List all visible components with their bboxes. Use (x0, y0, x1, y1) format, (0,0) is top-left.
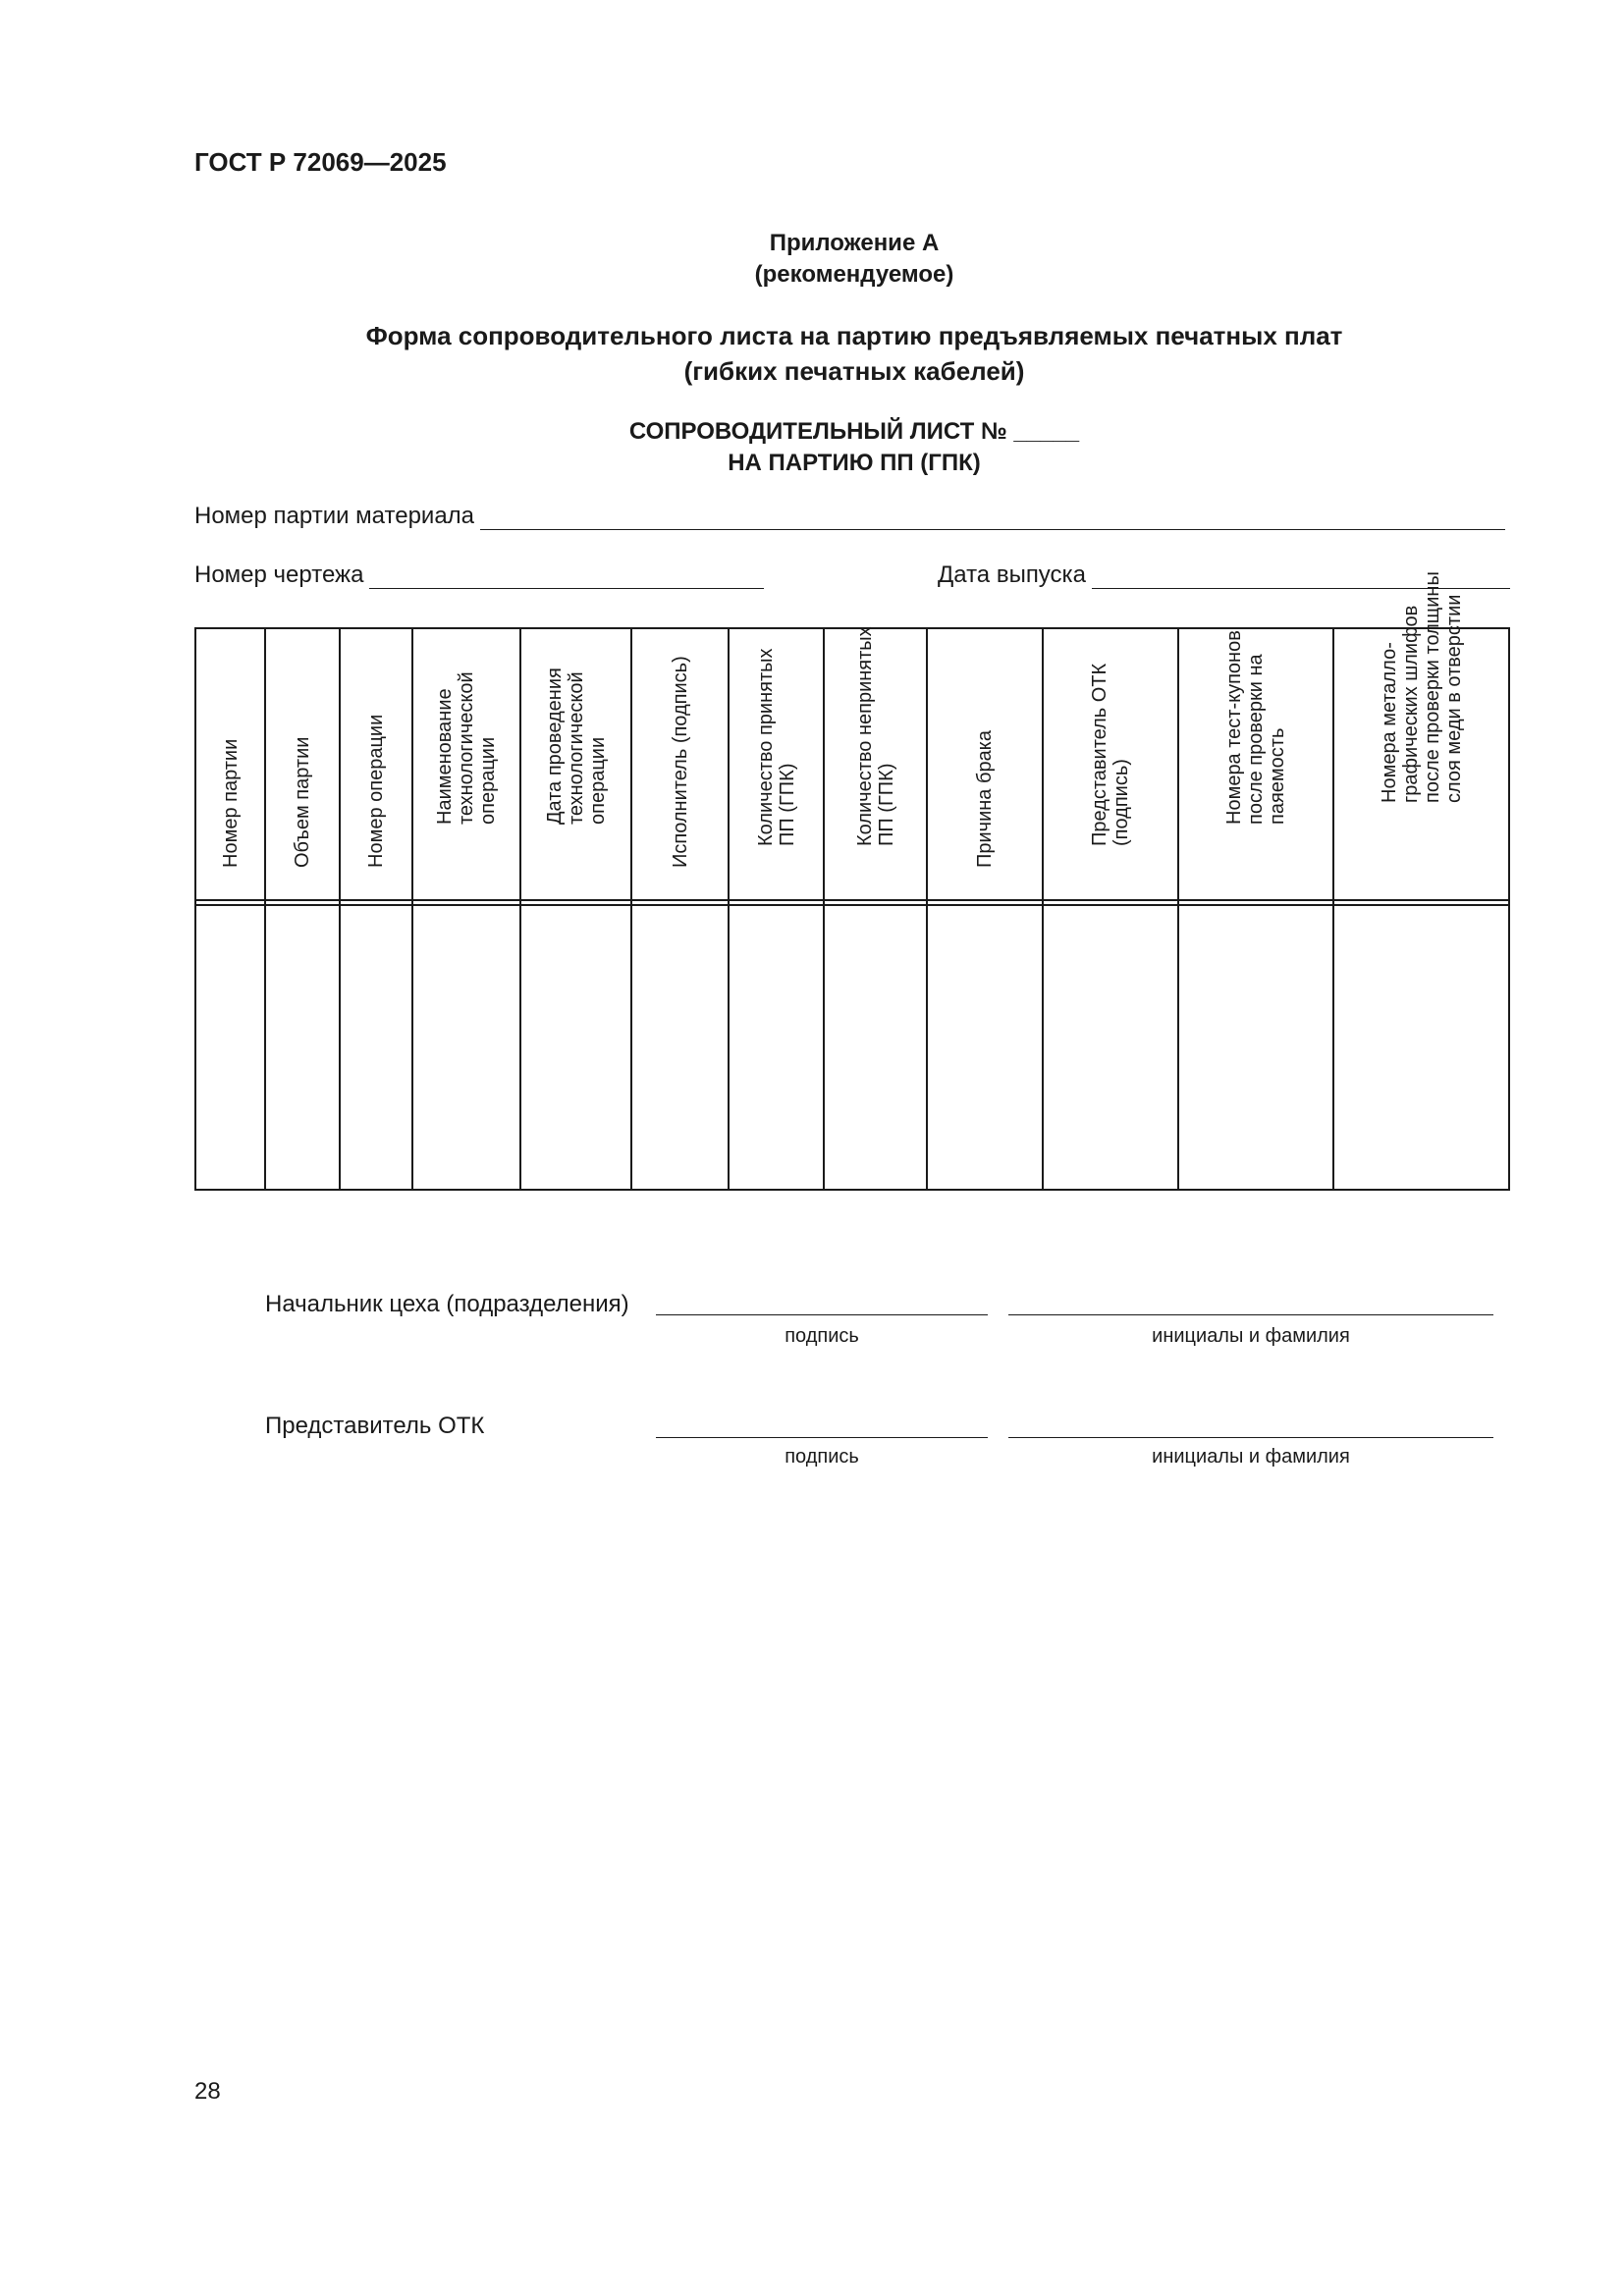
column-header: Исполнитель (подпись) (631, 628, 729, 900)
drawing-number-field (194, 561, 764, 589)
column-header: Количество непринятых ПП (ГПК) (824, 628, 927, 900)
drawing-number-label: Номер чертежа (194, 561, 364, 588)
sheet-title-line1: СОПРОВОДИТЕЛЬНЫЙ ЛИСТ № _____ (628, 418, 1080, 445)
workshop-head-label: Начальник цеха (подразделения) (265, 1291, 629, 1317)
column-header: Представитель ОТК (подпись) (1043, 628, 1178, 900)
column-header: Наименование технологической операции (412, 628, 520, 900)
signature-caption: подпись (785, 1325, 859, 1347)
table-cell[interactable] (1043, 905, 1178, 1190)
signature-caption: подпись (785, 1446, 859, 1468)
otk-name-line[interactable] (1008, 1437, 1493, 1438)
table-cell[interactable] (412, 905, 520, 1190)
column-header: Количество принятых ПП (ГПК) (729, 628, 824, 900)
table-cell[interactable] (1178, 905, 1333, 1190)
document-code: ГОСТ Р 72069—2025 (194, 147, 447, 177)
name-caption: инициалы и фамилия (1152, 1446, 1350, 1468)
workshop-head-signature-line[interactable] (656, 1314, 988, 1315)
table-cell[interactable] (1333, 905, 1509, 1190)
release-date-label: Дата выпуска (938, 561, 1086, 588)
form-title (0, 318, 1624, 389)
form-title-line1: Форма сопроводительного листа на партию предъявляемых печатных плат (365, 321, 1343, 350)
table-header-row (195, 628, 1509, 900)
column-header: Номера металло-графических шлифов после проверки толщины слоя меди в отверстии (1333, 628, 1509, 900)
form-title-line2: (гибких печатных кабелей) (683, 356, 1025, 386)
table-cell[interactable] (927, 905, 1043, 1190)
column-header: Номер операции (340, 628, 412, 900)
column-header: Дата проведения технологической операции (520, 628, 631, 900)
annex-status: (рекомендуемое) (754, 261, 954, 288)
table-cell[interactable] (265, 905, 340, 1190)
table-row (195, 905, 1509, 1190)
column-header: Объем партии (265, 628, 340, 900)
sheet-title (0, 416, 1624, 479)
table-cell[interactable] (631, 905, 729, 1190)
column-header: Причина брака (927, 628, 1043, 900)
material-batch-field (194, 503, 1505, 530)
annex-heading (0, 228, 1624, 291)
table-cell[interactable] (520, 905, 631, 1190)
material-batch-label: Номер партии материала (194, 503, 475, 529)
material-batch-blank[interactable] (480, 507, 1505, 530)
name-caption: инициалы и фамилия (1152, 1325, 1350, 1347)
table-cell[interactable] (340, 905, 412, 1190)
column-header: Номера тест-купонов после проверки на паяемость (1178, 628, 1333, 900)
column-header: Номер партии (195, 628, 265, 900)
table-cell[interactable] (824, 905, 927, 1190)
annex-label: Приложение А (769, 230, 940, 256)
otk-representative-label: Представитель ОТК (265, 1413, 485, 1439)
sheet-title-line2: НА ПАРТИЮ ПП (ГПК) (728, 450, 981, 476)
table-cell[interactable] (195, 905, 265, 1190)
drawing-number-blank[interactable] (369, 566, 764, 589)
page-number: 28 (194, 2078, 221, 2105)
workshop-head-name-line[interactable] (1008, 1314, 1493, 1315)
table-cell[interactable] (729, 905, 824, 1190)
otk-signature-line[interactable] (656, 1437, 988, 1438)
